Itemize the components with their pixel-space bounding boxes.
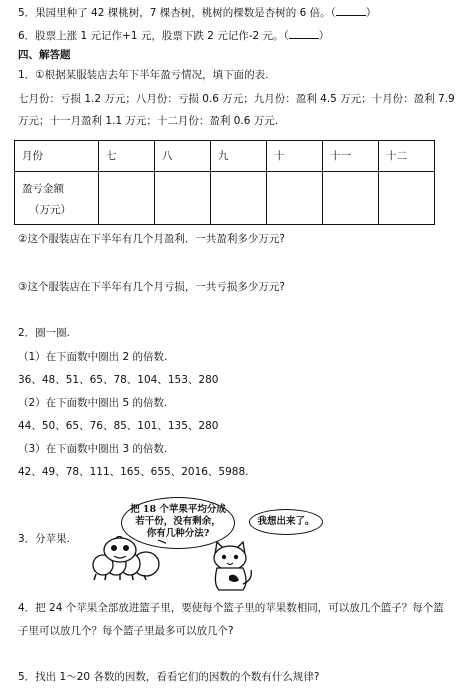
q1-sub-3: ③这个服装店在下半年有几个月亏损，一共亏损多少万元? <box>18 281 285 293</box>
q2-part3-numbers: 42、49、78、111、165、655、2016、5988. <box>18 466 249 478</box>
speech-bubble-right: 我想出来了。 <box>249 509 323 535</box>
item5-text: 5．果园里种了 42 棵桃树，7 棵杏树，桃树的棵数是杏树的 6 倍。（ <box>18 7 336 19</box>
item6-close: ） <box>318 30 330 42</box>
amount-input-cell[interactable] <box>99 172 155 225</box>
speech-bubble-left: 把 18 个苹果平均分成 若干份，没有剩余， 你有几种分法? <box>121 497 235 549</box>
month-cell: 九 <box>211 141 267 172</box>
amount-input-cell[interactable] <box>211 172 267 225</box>
question-5-true-false <box>18 6 376 20</box>
amount-input-cell[interactable] <box>155 172 211 225</box>
q2-part3-title: （3）在下面数中圈出 3 的倍数. <box>18 443 168 455</box>
q1-data-line-2: 万元；十一月盈利 1.1 万元；十二月份：盈利 0.6 万元. <box>18 115 279 127</box>
q2-part1-title: （1）在下面数中圈出 2 的倍数. <box>18 351 168 363</box>
month-cell: 十 <box>267 141 323 172</box>
item5-close: ） <box>365 7 377 19</box>
q2-stem: 2．圈一圈. <box>18 327 71 339</box>
q2-part2-numbers: 44、50、65、76、85、101、135、280 <box>18 420 219 432</box>
q2-part2-title: （2）在下面数中圈出 5 的倍数. <box>18 397 168 409</box>
answer-blank-5[interactable] <box>336 6 366 16</box>
q3-label: 3．分苹果. <box>18 533 71 545</box>
q1-stem: 1．①根据某服装店去年下半年盈亏情况，填下面的表. <box>18 69 269 81</box>
question-6-true-false <box>18 29 329 43</box>
cat-icon <box>205 540 255 592</box>
month-cell: 七 <box>99 141 155 172</box>
q1-sub-2: ②这个服装店在下半年有几个月盈利．一共盈利多少万元? <box>18 233 285 245</box>
profit-loss-table <box>14 140 435 225</box>
q4-line-2: 子里可以放几个？每个篮子里最多可以放几个? <box>18 625 234 637</box>
item6-text: 6．股票上涨 1 元记作+1 元，股票下跌 2 元记作-2 元。（ <box>18 30 289 42</box>
answer-blank-6[interactable] <box>289 29 319 39</box>
amount-input-cell[interactable] <box>379 172 435 225</box>
table-header-row <box>15 141 435 172</box>
row-label-cell: 盈亏金额 （万元） <box>15 172 99 225</box>
header-label-cell: 月份 <box>15 141 99 172</box>
month-cell: 八 <box>155 141 211 172</box>
caterpillar-icon <box>76 536 166 586</box>
amount-input-cell[interactable] <box>267 172 323 225</box>
table-amount-row <box>15 172 435 225</box>
section-title: 四、解答题 <box>18 49 71 61</box>
amount-input-cell[interactable] <box>323 172 379 225</box>
q5-line: 5．找出 1～20 各数的因数，看看它们的因数的个数有什么规律? <box>18 671 320 683</box>
q1-data-line-1: 七月份：亏损 1.2 万元；八月份：亏损 0.6 万元；九月份：盈利 4.5 万元；十月份：盈利 7.9 <box>18 93 455 105</box>
month-cell: 十二 <box>379 141 435 172</box>
q2-part1-numbers: 36、48、51、65、78、104、153、280 <box>18 374 219 386</box>
month-cell: 十一 <box>323 141 379 172</box>
q4-line-1: 4．把 24 个苹果全部放进篮子里，要使每个篮子里的苹果数相同，可以放几个篮子？每个篮 <box>18 602 444 614</box>
